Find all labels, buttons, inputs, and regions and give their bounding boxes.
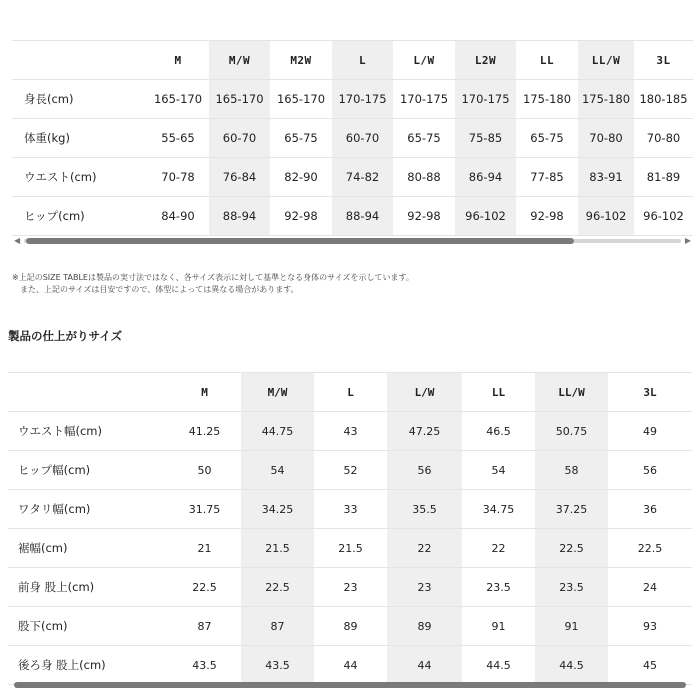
table-cell: 44 — [387, 646, 462, 685]
table-row — [12, 80, 693, 119]
table-cell: 80-88 — [393, 158, 455, 197]
size-header: M — [147, 41, 209, 80]
table-cell: 23.5 — [462, 568, 535, 607]
table-cell: 170-175 — [332, 80, 393, 119]
table-cell: 44 — [314, 646, 387, 685]
table-cell: 52 — [314, 451, 387, 490]
table-cell: 37.25 — [535, 490, 608, 529]
table-cell: 43 — [314, 412, 387, 451]
table-cell: 24 — [608, 568, 692, 607]
table-row — [8, 529, 692, 568]
size-table-scrollbar[interactable] — [12, 236, 693, 245]
table-cell: 22.5 — [535, 529, 608, 568]
table-cell: 75-85 — [455, 119, 516, 158]
table-cell: 70-80 — [634, 119, 693, 158]
row-label: ウエスト幅(cm) — [8, 412, 168, 451]
size-table-note — [12, 272, 414, 296]
table-cell: 21.5 — [314, 529, 387, 568]
table-cell: 65-75 — [393, 119, 455, 158]
table-cell: 50 — [168, 451, 241, 490]
table-cell: 65-75 — [270, 119, 332, 158]
note-line: また、上記のサイズは目安ですので、体型によっては異なる場合があります。 — [20, 285, 299, 294]
size-header: M — [168, 373, 241, 412]
table-cell: 43.5 — [168, 646, 241, 685]
table-cell: 22.5 — [608, 529, 692, 568]
table-cell: 74-82 — [332, 158, 393, 197]
table-cell: 88-94 — [332, 197, 393, 236]
table-cell: 31.75 — [168, 490, 241, 529]
table-cell: 84-90 — [147, 197, 209, 236]
table-cell: 21.5 — [241, 529, 314, 568]
table-cell: 92-98 — [393, 197, 455, 236]
size-header: L/W — [393, 41, 455, 80]
table-cell: 44.5 — [535, 646, 608, 685]
scroll-left-arrow-icon[interactable]: ◀ — [14, 236, 21, 245]
table-cell: 92-98 — [270, 197, 332, 236]
table-cell: 54 — [241, 451, 314, 490]
table-cell: 44.75 — [241, 412, 314, 451]
table-cell: 175-180 — [578, 80, 634, 119]
size-header: L2W — [455, 41, 516, 80]
row-label: 後ろ身 股上(cm) — [8, 646, 168, 685]
scrollbar-thumb[interactable] — [26, 238, 574, 244]
table-cell: 43.5 — [241, 646, 314, 685]
table-cell: 96-102 — [455, 197, 516, 236]
table-cell: 49 — [608, 412, 692, 451]
row-label: 体重(kg) — [12, 119, 147, 158]
table-cell: 54 — [462, 451, 535, 490]
table-row — [8, 490, 692, 529]
table-cell: 81-89 — [634, 158, 693, 197]
table-cell: 47.25 — [387, 412, 462, 451]
finished-size-title: 製品の仕上がりサイズ — [8, 329, 123, 343]
size-header: 3L — [634, 41, 693, 80]
table-row — [8, 412, 692, 451]
size-header: LL/W — [578, 41, 634, 80]
table-cell: 70-78 — [147, 158, 209, 197]
table-cell: 23 — [314, 568, 387, 607]
table-cell: 55-65 — [147, 119, 209, 158]
table-cell: 165-170 — [270, 80, 332, 119]
table-cell: 82-90 — [270, 158, 332, 197]
size-header: M/W — [241, 373, 314, 412]
table-row — [8, 646, 692, 685]
size-table-corner-cell — [12, 41, 147, 80]
table-row — [8, 451, 692, 490]
table-cell: 58 — [535, 451, 608, 490]
table-cell: 65-75 — [516, 119, 578, 158]
table-cell: 60-70 — [209, 119, 270, 158]
table-cell: 50.75 — [535, 412, 608, 451]
table-cell: 170-175 — [455, 80, 516, 119]
table-cell: 56 — [608, 451, 692, 490]
row-label: ウエスト(cm) — [12, 158, 147, 197]
table-cell: 77-85 — [516, 158, 578, 197]
table-cell: 86-94 — [455, 158, 516, 197]
size-header: M/W — [209, 41, 270, 80]
table-cell: 22.5 — [241, 568, 314, 607]
table-cell: 46.5 — [462, 412, 535, 451]
table-cell: 22 — [387, 529, 462, 568]
size-header: L/W — [387, 373, 462, 412]
table-row — [8, 568, 692, 607]
table-cell: 44.5 — [462, 646, 535, 685]
row-label: 身長(cm) — [12, 80, 147, 119]
table-cell: 92-98 — [516, 197, 578, 236]
table-cell: 175-180 — [516, 80, 578, 119]
row-label: ヒップ幅(cm) — [8, 451, 168, 490]
table-row — [12, 158, 693, 197]
size-header: 3L — [608, 373, 692, 412]
table-cell: 87 — [241, 607, 314, 646]
size-header: M2W — [270, 41, 332, 80]
finished-table-scrollbar[interactable] — [8, 680, 692, 689]
table-cell: 91 — [535, 607, 608, 646]
table-cell: 83-91 — [578, 158, 634, 197]
table-cell: 96-102 — [634, 197, 693, 236]
table-cell: 22.5 — [168, 568, 241, 607]
finished-size-table — [8, 372, 692, 685]
size-header: LL — [462, 373, 535, 412]
scrollbar-thumb[interactable] — [14, 682, 686, 688]
table-cell: 60-70 — [332, 119, 393, 158]
table-cell: 22 — [462, 529, 535, 568]
table-cell: 91 — [462, 607, 535, 646]
table-cell: 34.25 — [241, 490, 314, 529]
scroll-right-arrow-icon[interactable]: ▶ — [684, 236, 691, 245]
table-row — [8, 607, 692, 646]
table-cell: 56 — [387, 451, 462, 490]
table-cell: 89 — [314, 607, 387, 646]
table-cell: 21 — [168, 529, 241, 568]
row-label: 股下(cm) — [8, 607, 168, 646]
finished-table-container[interactable] — [8, 372, 692, 685]
size-table — [12, 40, 693, 236]
table-cell: 70-80 — [578, 119, 634, 158]
table-cell: 34.75 — [462, 490, 535, 529]
table-cell: 36 — [608, 490, 692, 529]
row-label: 前身 股上(cm) — [8, 568, 168, 607]
table-cell: 87 — [168, 607, 241, 646]
table-cell: 93 — [608, 607, 692, 646]
table-cell: 76-84 — [209, 158, 270, 197]
table-cell: 35.5 — [387, 490, 462, 529]
row-label: ワタリ幅(cm) — [8, 490, 168, 529]
finished-table-header-row — [8, 373, 692, 412]
table-cell: 165-170 — [147, 80, 209, 119]
table-cell: 89 — [387, 607, 462, 646]
size-header: LL — [516, 41, 578, 80]
size-header: LL/W — [535, 373, 608, 412]
table-cell: 88-94 — [209, 197, 270, 236]
table-row — [12, 119, 693, 158]
table-cell: 23.5 — [535, 568, 608, 607]
size-table-container[interactable] — [12, 40, 693, 236]
row-label: 裾幅(cm) — [8, 529, 168, 568]
size-header: L — [314, 373, 387, 412]
table-cell: 170-175 — [393, 80, 455, 119]
table-cell: 165-170 — [209, 80, 270, 119]
size-header: L — [332, 41, 393, 80]
table-cell: 45 — [608, 646, 692, 685]
table-cell: 33 — [314, 490, 387, 529]
table-row — [12, 197, 693, 236]
table-cell: 23 — [387, 568, 462, 607]
size-table-header-row — [12, 41, 693, 80]
finished-table-corner-cell — [8, 373, 168, 412]
note-line: ※上記のSIZE TABLEは製品の実寸法ではなく、各サイズ表示に対して基準となる身体のサイズを示しています。 — [12, 273, 414, 282]
row-label: ヒップ(cm) — [12, 197, 147, 236]
table-cell: 180-185 — [634, 80, 693, 119]
table-cell: 41.25 — [168, 412, 241, 451]
table-cell: 96-102 — [578, 197, 634, 236]
